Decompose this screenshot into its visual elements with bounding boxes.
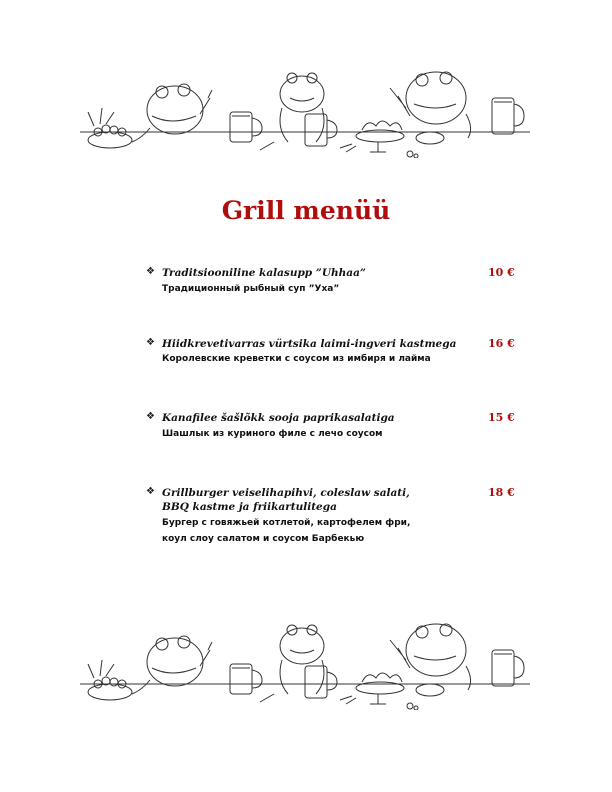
page-title: Grill menüü [221,196,391,225]
item-description-line: Традиционный рыбный суп ”Уха” [162,284,340,294]
item-description-line: Шашлык из куриного филе с лечо соусом [162,429,383,439]
item-description-line: Королевские креветки с соусом из имбиря и лайма [162,354,431,364]
item-description-line: Бургер с говяжьей котлетой, картофелем фри, [162,518,411,528]
item-name-line: Traditsiooniline kalasupp ”Uhhaa” [162,267,366,279]
item-description [162,426,482,442]
diamond-bullet-icon: ❖ [146,337,155,348]
item-name [162,411,482,425]
item-description [162,351,482,367]
item-name-line: Kanafilee šašlõkk sooja paprikasalatiga [162,412,395,424]
item-name [162,266,482,280]
frogs-illustration-bottom [80,620,530,710]
item-name [162,337,482,351]
item-name-line: Hiidkrevetivarras vürtsika laimi-ingveri kastmega [162,338,457,350]
item-name [162,486,482,514]
item-name-line: BBQ kastme ja friikartulitega [162,501,337,513]
frogs-bar-drawing [80,620,530,710]
item-description [162,515,482,547]
diamond-bullet-icon: ❖ [146,266,155,277]
diamond-bullet-icon: ❖ [146,411,155,422]
diamond-bullet-icon: ❖ [146,486,155,497]
item-description-line: коул слоу салатом и соусом Барбекью [162,534,365,544]
item-price: 15 € [488,411,515,424]
frogs-bar-drawing [80,68,530,158]
frogs-illustration-top [80,68,530,158]
item-name-line: Grillburger veiselihapihvi, coleslaw salati, [162,487,410,499]
item-price: 16 € [488,337,515,350]
item-price: 18 € [488,486,515,499]
item-price: 10 € [488,266,515,279]
item-description [162,281,482,297]
